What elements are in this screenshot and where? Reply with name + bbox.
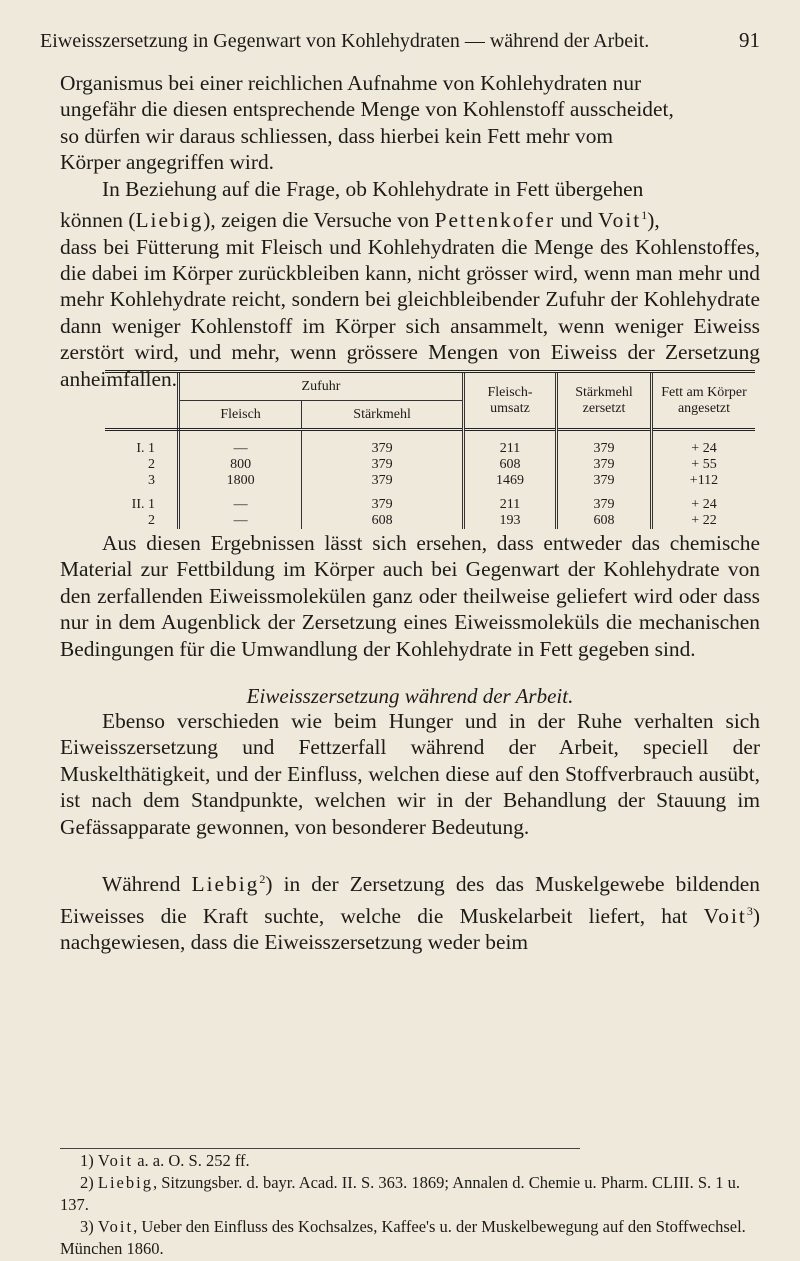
table-row: 2 — 608 193 608 + 22 bbox=[105, 513, 755, 529]
running-title: Eiweisszersetzung in Gegenwart von Kohlehydraten — während der Arbeit. bbox=[40, 30, 650, 52]
header-zufuhr: Zufuhr bbox=[179, 372, 464, 401]
table-row: 3 1800 379 1469 379 +112 bbox=[105, 473, 755, 489]
page-number: 91 bbox=[739, 28, 760, 52]
paragraph-2 bbox=[60, 176, 760, 392]
section-title: Eiweisszersetzung während der Arbeit. bbox=[246, 684, 574, 708]
paragraph-3: Aus diesen Ergebnissen lässt sich ersehen, dass entweder das chemische Material zur Fettbildung im Körper auch bei Gegenwart der Kohlehydrate von den zerfallenden Eiweissmolekülen ganz oder theilweise geliefert wird oder dass nur in dem Augenblick der Zersetzung eines Eiweissmoleküls die mechanischen Bedingungen für die Umwandlung der Kohlehydrate in Fett gegeben sind. bbox=[60, 531, 760, 661]
text-line: Körper angegriffen wird. bbox=[60, 150, 275, 175]
text-line: Organismus bei einer reichlichen Aufnahme von Kohlehydraten nur bbox=[60, 71, 642, 95]
author-pettenkofer: Pettenkofer bbox=[434, 208, 556, 233]
footnote-ref: 2 bbox=[259, 872, 266, 886]
footnote-2: 2) Liebig, Sitzungsber. d. bayr. Acad. II. S. 363. 1869; Annalen d. Chemie u. Pharm. CLIII. S. 1 u. 137. bbox=[60, 1173, 741, 1214]
author-voit: Voit bbox=[703, 903, 747, 928]
footnote-1: 1) Voit a. a. O. S. 252 ff. bbox=[80, 1151, 250, 1170]
paragraph-5: Während Liebig$^2$) in der Zersetzung des das Muskelgewebe bildenden Eiweisses die Kraft suchte, welche die Muskelarbeit liefert, hat Voit$^3$) nachgewiesen, dass die Eiweisszersetzung weder beim bbox=[60, 872, 760, 955]
table-row: 2 800 379 608 379 + 55 bbox=[105, 457, 755, 473]
header-fleisch: Fleisch bbox=[179, 401, 302, 430]
paragraph-4: Ebenso verschieden wie beim Hunger und in der Ruhe verhalten sich Eiweisszersetzung und Fettzerfall während der Arbeit, speciell der Muskelthätigkeit, und der Einfluss, welchen diese auf den Stoffverbrauch ausübt, ist nach dem Standpunkte, welchen wir in der Behandlung der Stauung im Gefässapparate gewonnen, von besonderer Bedeutung. bbox=[60, 709, 760, 839]
text-line: so dürfen wir daraus schliessen, dass hierbei kein Fett mehr vom bbox=[60, 123, 614, 148]
footnote-ref: 1 bbox=[641, 208, 648, 222]
header-staerkmehl: Stärkmehl bbox=[302, 401, 464, 430]
table-row: I. 1 — 379 211 379 + 24 bbox=[105, 441, 755, 457]
footnote-3: 3) Voit, Ueber den Einfluss des Kochsalzes, Kaffee's u. der Muskelbewegung auf den Stoffwechsel. München 1860. bbox=[60, 1217, 746, 1258]
paragraph-1 bbox=[60, 70, 760, 176]
header-fleischumsatz: Fleisch-umsatz bbox=[464, 372, 557, 430]
header-fett-angesetzt: Fett am Körper angesetzt bbox=[652, 372, 756, 430]
author-liebig: Liebig bbox=[135, 208, 204, 233]
footnote-ref: 3 bbox=[746, 903, 753, 918]
table-row: II. 1 — 379 211 379 + 24 bbox=[105, 497, 755, 513]
data-table bbox=[105, 370, 755, 529]
author-voit: Voit bbox=[597, 208, 642, 233]
page-header bbox=[40, 28, 760, 53]
footnotes bbox=[60, 1150, 760, 1260]
text-line: können (Liebig), zeigen die Versuche von Pettenkofer und Voit$^1$), bbox=[60, 208, 660, 233]
paragraph-2-rest: dass bei Fütterung mit Fleisch und Kohlehydraten die Menge des Kohlenstoffes, die dabei im Körper zurückbleiben kann, nicht grösser wird, wenn man mehr und mehr Kohlehydrate reicht, sondern bei gleichbleibender Zufuhr der Kohlehydrate dann weniger Kohlenstoff im Körper sich ansammelt, wenn weniger Eiweiss zerstört wird, und mehr, wenn grössere Mengen von Eiweiss der Zersetzung anheimfallen. bbox=[60, 234, 760, 391]
footnote-divider bbox=[60, 1148, 580, 1149]
author-liebig: Liebig bbox=[191, 872, 260, 897]
text-line: ungefähr die diesen entsprechende Menge von Kohlenstoff ausscheidet, bbox=[60, 97, 674, 122]
text-line: In Beziehung auf die Frage, ob Kohlehydrate in Fett übergehen bbox=[102, 176, 644, 201]
header-staerkmehl-zersetzt: Stärkmehl zersetzt bbox=[557, 372, 652, 430]
